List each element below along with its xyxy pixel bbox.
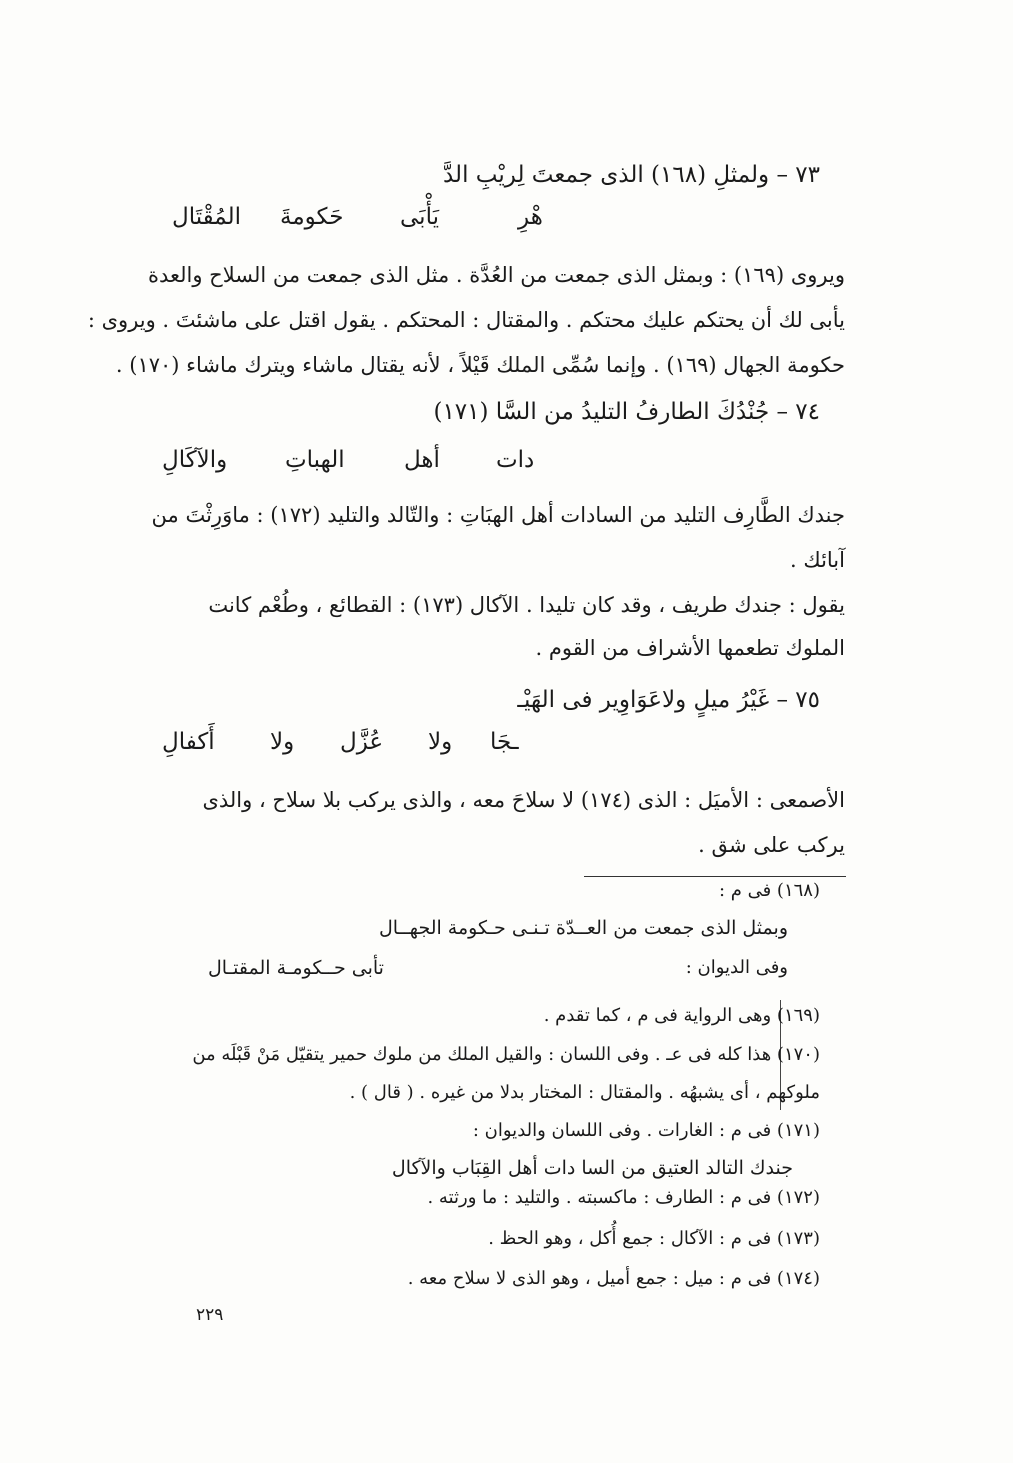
page-number: ٢٢٩ xyxy=(196,1305,224,1325)
commentary-line: يركب على شق . xyxy=(698,833,845,857)
verse-73-word: المُقْتَال xyxy=(172,204,241,230)
verse-75-word: أَكفالِ xyxy=(162,729,215,755)
footnote-173: (١٧٣) فى م : الآكال : جمع أُكل ، وهو الحظ . xyxy=(488,1228,820,1249)
footnote-168-diwan-text: تأبى حــكومـة المقتـال xyxy=(208,957,384,979)
commentary-line: الملوك تطعمها الأشراف من القوم . xyxy=(535,636,845,660)
verse-74-word: أهل xyxy=(404,447,440,473)
verse-74-first-hemistich: ٧٤ – جُنْدُكَ الطارفُ التليدُ من السَّا (١٧١) xyxy=(433,399,820,425)
verse-75-word: ولا xyxy=(428,729,453,755)
footnote-170: (١٧٠) هذا كله فى عـ . وفى اللسان : والقيل الملك من ملوك حمير يتقيّل مَنْ قَبْلَه من xyxy=(192,1044,820,1065)
verse-75-first-hemistich: ٧٥ – غَيْرُ ميلٍ ولاعَوَاوِير فى الهَيْـ xyxy=(517,687,820,713)
commentary-line: حكومة الجهال (١٦٩) . وإنما سُمِّى الملك قَيْلاً ، لأنه يقتال ماشاء ويترك ماشاء (١٧٠) . xyxy=(115,353,845,377)
commentary-line: يقول : جندك طريف ، وقد كان تليدا . الآكال (١٧٣) : القطائع ، وطُعْم كانت xyxy=(208,593,845,617)
verse-75-word: عُزَّل xyxy=(340,729,384,755)
verse-75-word: ـجَا xyxy=(490,729,519,755)
footnote-separator xyxy=(584,876,846,877)
commentary-line: جندك الطَّارِف التليد من السادات أهل الهبَاتِ : والتّالد والتليد (١٧٢) : ماوَرِثْتَ من xyxy=(151,503,845,527)
footnote-168-verse: وبمثل الذى جمعت من العــدّة تـنـى حـكومة الجهــال xyxy=(378,917,788,939)
verse-74-word: دات xyxy=(496,447,535,473)
verse-73-word: حَكومةَ xyxy=(280,204,344,230)
verse-73-word: يَأْبَى xyxy=(400,204,439,230)
verse-73-first-hemistich: ٧٣ – ولمثلِ (١٦٨) الذى جمعتَ لِريْبِ الدَّ xyxy=(442,162,820,188)
verse-74-word: الهباتِ xyxy=(285,447,345,473)
footnote-169: (١٦٩) وهى الرواية فى م ، كما تقدم . xyxy=(543,1005,820,1026)
commentary-line: الأصمعى : الأميَل : الذى (١٧٤) لا سلاحَ معه ، والذى يركب بلا سلاح ، والذى xyxy=(202,788,845,812)
footnote-172: (١٧٢) فى م : الطارف : ماكسبته . والتليد : ما ورثته . xyxy=(427,1187,820,1208)
verse-75-word: ولا xyxy=(270,729,295,755)
commentary-line: يأبى لك أن يحتكم عليك محتكم . والمقتال : المحتكم . يقول اقتل على ماشئتَ . ويروى : xyxy=(87,308,845,332)
verse-74-word: والآكَالِ xyxy=(162,447,228,473)
footnote-168-head: (١٦٨) فى م : xyxy=(718,880,820,901)
commentary-line: ويروى (١٦٩) : وبمثل الذى جمعت من العُدَّة . مثل الذى جمعت من السلاح والعدة xyxy=(147,263,845,287)
footnote-171-verse: جندك التالد العتيق من السا دات أهل القِبَاب والآكال xyxy=(391,1157,793,1179)
commentary-line: آبائك . xyxy=(790,548,845,572)
footnote-174: (١٧٤) فى م : ميل : جمع أميل ، وهو الذى لا سلاح معه . xyxy=(407,1268,820,1289)
footnote-171: (١٧١) فى م : الغارات . وفى اللسان والديوان : xyxy=(472,1120,820,1141)
verse-73-word: هْرِ xyxy=(518,204,543,230)
footnote-170-cont: ملوكهم ، أى يشبهُه . والمقتال : المختار بدلا من غيره . ( قال ) . xyxy=(349,1082,820,1103)
footnote-168-diwan-label: وفى الديوان : xyxy=(685,957,788,978)
